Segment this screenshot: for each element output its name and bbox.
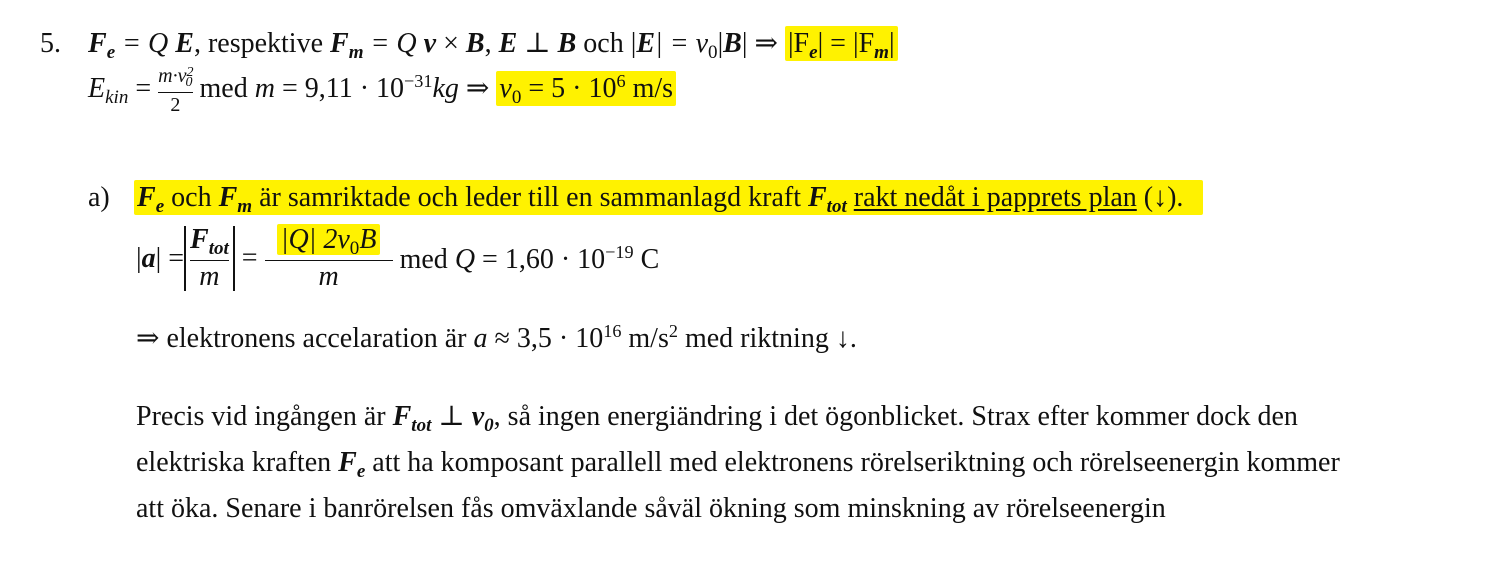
explanation-paragraph: Precis vid ingången är $F_{tot}$ ⊥ $v_0$, så ingen energiändring i det ögonblicket. Strax efter kommer dock den elektriska kraften $F_e$ att ha komposant parallell med elektronens rörelseriktning och rörelseenergin kommer att öka. Senare i banrörelsen fås omväxlande såväl ökning som minskning av rörelseenergin (136, 401, 1340, 525)
acceleration-equation: |a| = $\frac{F_{tot}}{m}$ = $\frac{|Q| 2v_0B}{m}$ med $Q = 1,60 \cdot 10^{-19}$ C (136, 224, 660, 293)
charge-velocity-fraction: $\frac{|Q| 2v_0B}{m}$ (265, 226, 393, 291)
highlight-force-equality: $|F_e| = |F_m|$ (785, 26, 898, 61)
kinetic-energy-fraction: $\frac{m\cdot v^2_0}{2}$ (158, 65, 194, 117)
highlight-part-a: $F_e$ och $F_m$ är samriktade och leder till en sammanlagd kraft $F_{tot}$ rakt nedåt i papprets plan (↓). (134, 180, 1203, 215)
problem-number: 5. (40, 28, 61, 59)
highlight-v0-result: $v_0 = 5 \cdot 10^6$ m/s (496, 71, 676, 106)
part-a-statement (134, 184, 1203, 216)
force-over-mass-fraction: $\frac{F_{tot}}{m}$ (190, 224, 229, 293)
acceleration-result: ⇒ elektronens accelaration är $a \approx 3,5 \cdot 10^{16}$ $m/s^2$ med riktning ↓. (136, 321, 857, 354)
part-a-label: a) (88, 182, 110, 213)
problem-line-1: $F_e = Q$ E, respektive $F_m = Q$ v × B, E ⊥ B och $|E| = v_0|B|$ ⇒ $|F_e| = |F_m|$ (88, 30, 898, 62)
problem-line-2: $E_{kin}$ = $\frac{m\cdot v^2_0}{2}$ med $m = 9,11 \cdot 10^{-31}kg$ ⇒ $v_0 = 5 \cdot 10^6$ m/s (88, 66, 676, 115)
